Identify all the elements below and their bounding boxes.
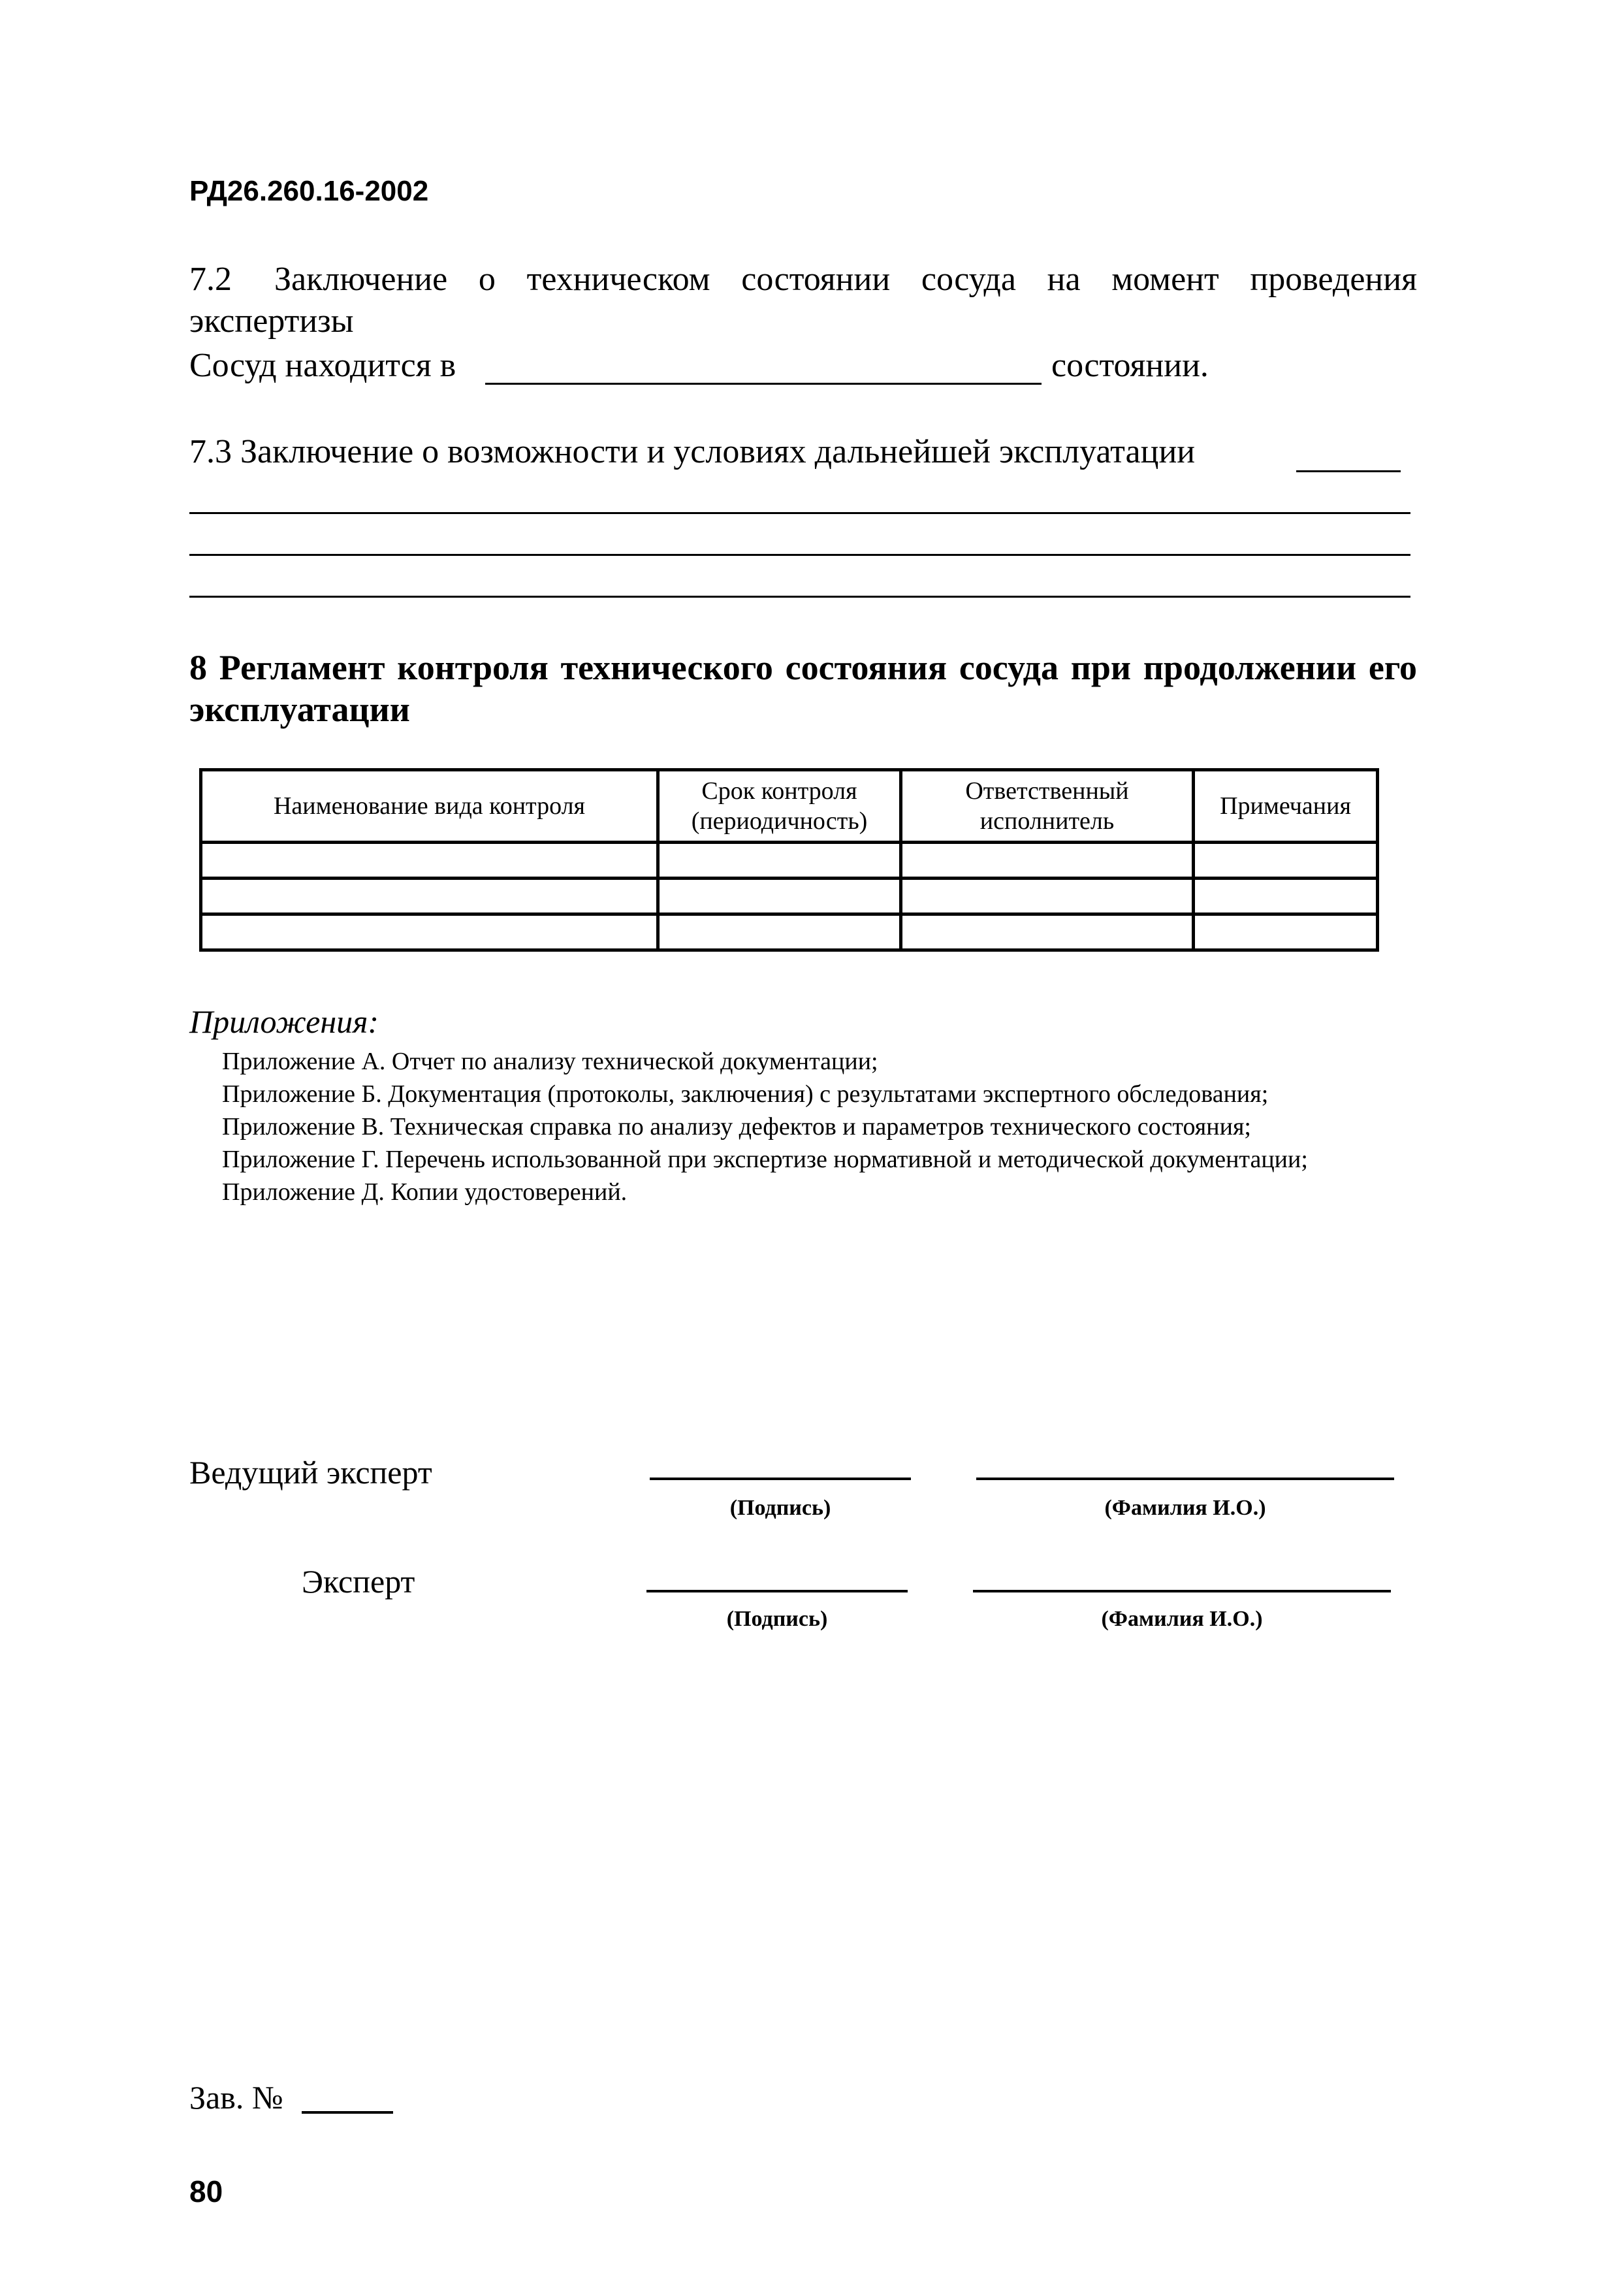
expert-signature-line[interactable]: [646, 1590, 908, 1592]
expert-name-line[interactable]: [973, 1590, 1391, 1592]
vessel-state-prefix: Сосуд находится в: [189, 347, 456, 384]
section-7-2-number: 7.2: [189, 261, 232, 298]
table-row: [201, 843, 1378, 879]
section-7-3: 7.3 Заключение о возможности и условиях дальнейшей эксплуатации: [189, 433, 1196, 470]
reg-number-label: Зав. №: [189, 2079, 283, 2116]
expert-name-caption: (Фамилия И.О.): [1101, 1607, 1263, 1631]
table-cell[interactable]: [901, 914, 1194, 950]
table-cell[interactable]: [201, 843, 658, 879]
lead-expert-name-caption: (Фамилия И.О.): [1104, 1496, 1266, 1520]
operation-blank-line-1[interactable]: [189, 470, 1410, 514]
section-7-2: [189, 259, 1417, 342]
vessel-state-blank[interactable]: [485, 345, 1042, 385]
table-cell[interactable]: [901, 879, 1194, 914]
table-cell[interactable]: [658, 879, 901, 914]
vessel-state-suffix: состоянии.: [1051, 347, 1209, 384]
table-cell[interactable]: [901, 843, 1194, 879]
lead-expert-signature-line[interactable]: [650, 1478, 911, 1480]
section-7-2-line2: экспертизы: [189, 302, 354, 340]
appendix-item-v: Приложение В. Техническая справка по анализу дефектов и параметров технического состояния;: [222, 1113, 1251, 1140]
table-header-row: [201, 770, 1378, 843]
operation-blank-short[interactable]: [1296, 431, 1401, 472]
lead-expert-label: Ведущий эксперт: [189, 1454, 432, 1491]
table-cell[interactable]: [658, 914, 901, 950]
section-7-2-line1: Заключение о техническом состоянии сосуда на момент проведения: [274, 261, 1417, 298]
header-control-period: Срок контроля (периодичность): [658, 770, 901, 843]
header-notes: Примечания: [1194, 770, 1378, 843]
operation-blank-line-3[interactable]: [189, 554, 1410, 598]
table-row: [201, 914, 1378, 950]
lead-expert-name-line[interactable]: [976, 1478, 1394, 1480]
table-cell[interactable]: [658, 843, 901, 879]
appendix-list: [189, 1045, 1410, 1208]
table-cell[interactable]: [201, 879, 658, 914]
lead-expert-signature-caption: (Подпись): [729, 1496, 831, 1520]
operation-blank-line-2[interactable]: [189, 512, 1410, 556]
appendix-item-a: Приложение А. Отчет по анализу технической документации;: [222, 1048, 878, 1075]
reg-number-blank[interactable]: [302, 2111, 393, 2114]
table-cell[interactable]: [1194, 914, 1378, 950]
appendix-item-b: Приложение Б. Документация (протоколы, заключения) с результатами экспертного обследования;: [222, 1080, 1269, 1108]
table-cell[interactable]: [1194, 843, 1378, 879]
header-control-type: Наименование вида контроля: [201, 770, 658, 843]
appendix-item-g: Приложение Г. Перечень использованной при экспертизе нормативной и методической документации;: [222, 1146, 1308, 1173]
expert-label: Эксперт: [302, 1563, 415, 1600]
control-schedule-table: [199, 768, 1379, 952]
appendix-title: Приложения:: [189, 1003, 379, 1040]
table-cell[interactable]: [1194, 879, 1378, 914]
expert-signature-caption: (Подпись): [726, 1607, 828, 1631]
table-cell[interactable]: [201, 914, 658, 950]
document-code: РД26.260.16-2002: [189, 175, 429, 207]
table-row: [201, 879, 1378, 914]
section-8-heading: 8 Регламент контроля технического состояния сосуда при продолжении его эксплуатации: [189, 648, 1417, 729]
header-responsible: Ответственный исполнитель: [901, 770, 1194, 843]
page-number: 80: [189, 2174, 223, 2208]
appendix-item-d: Приложение Д. Копии удостоверений.: [222, 1178, 628, 1206]
